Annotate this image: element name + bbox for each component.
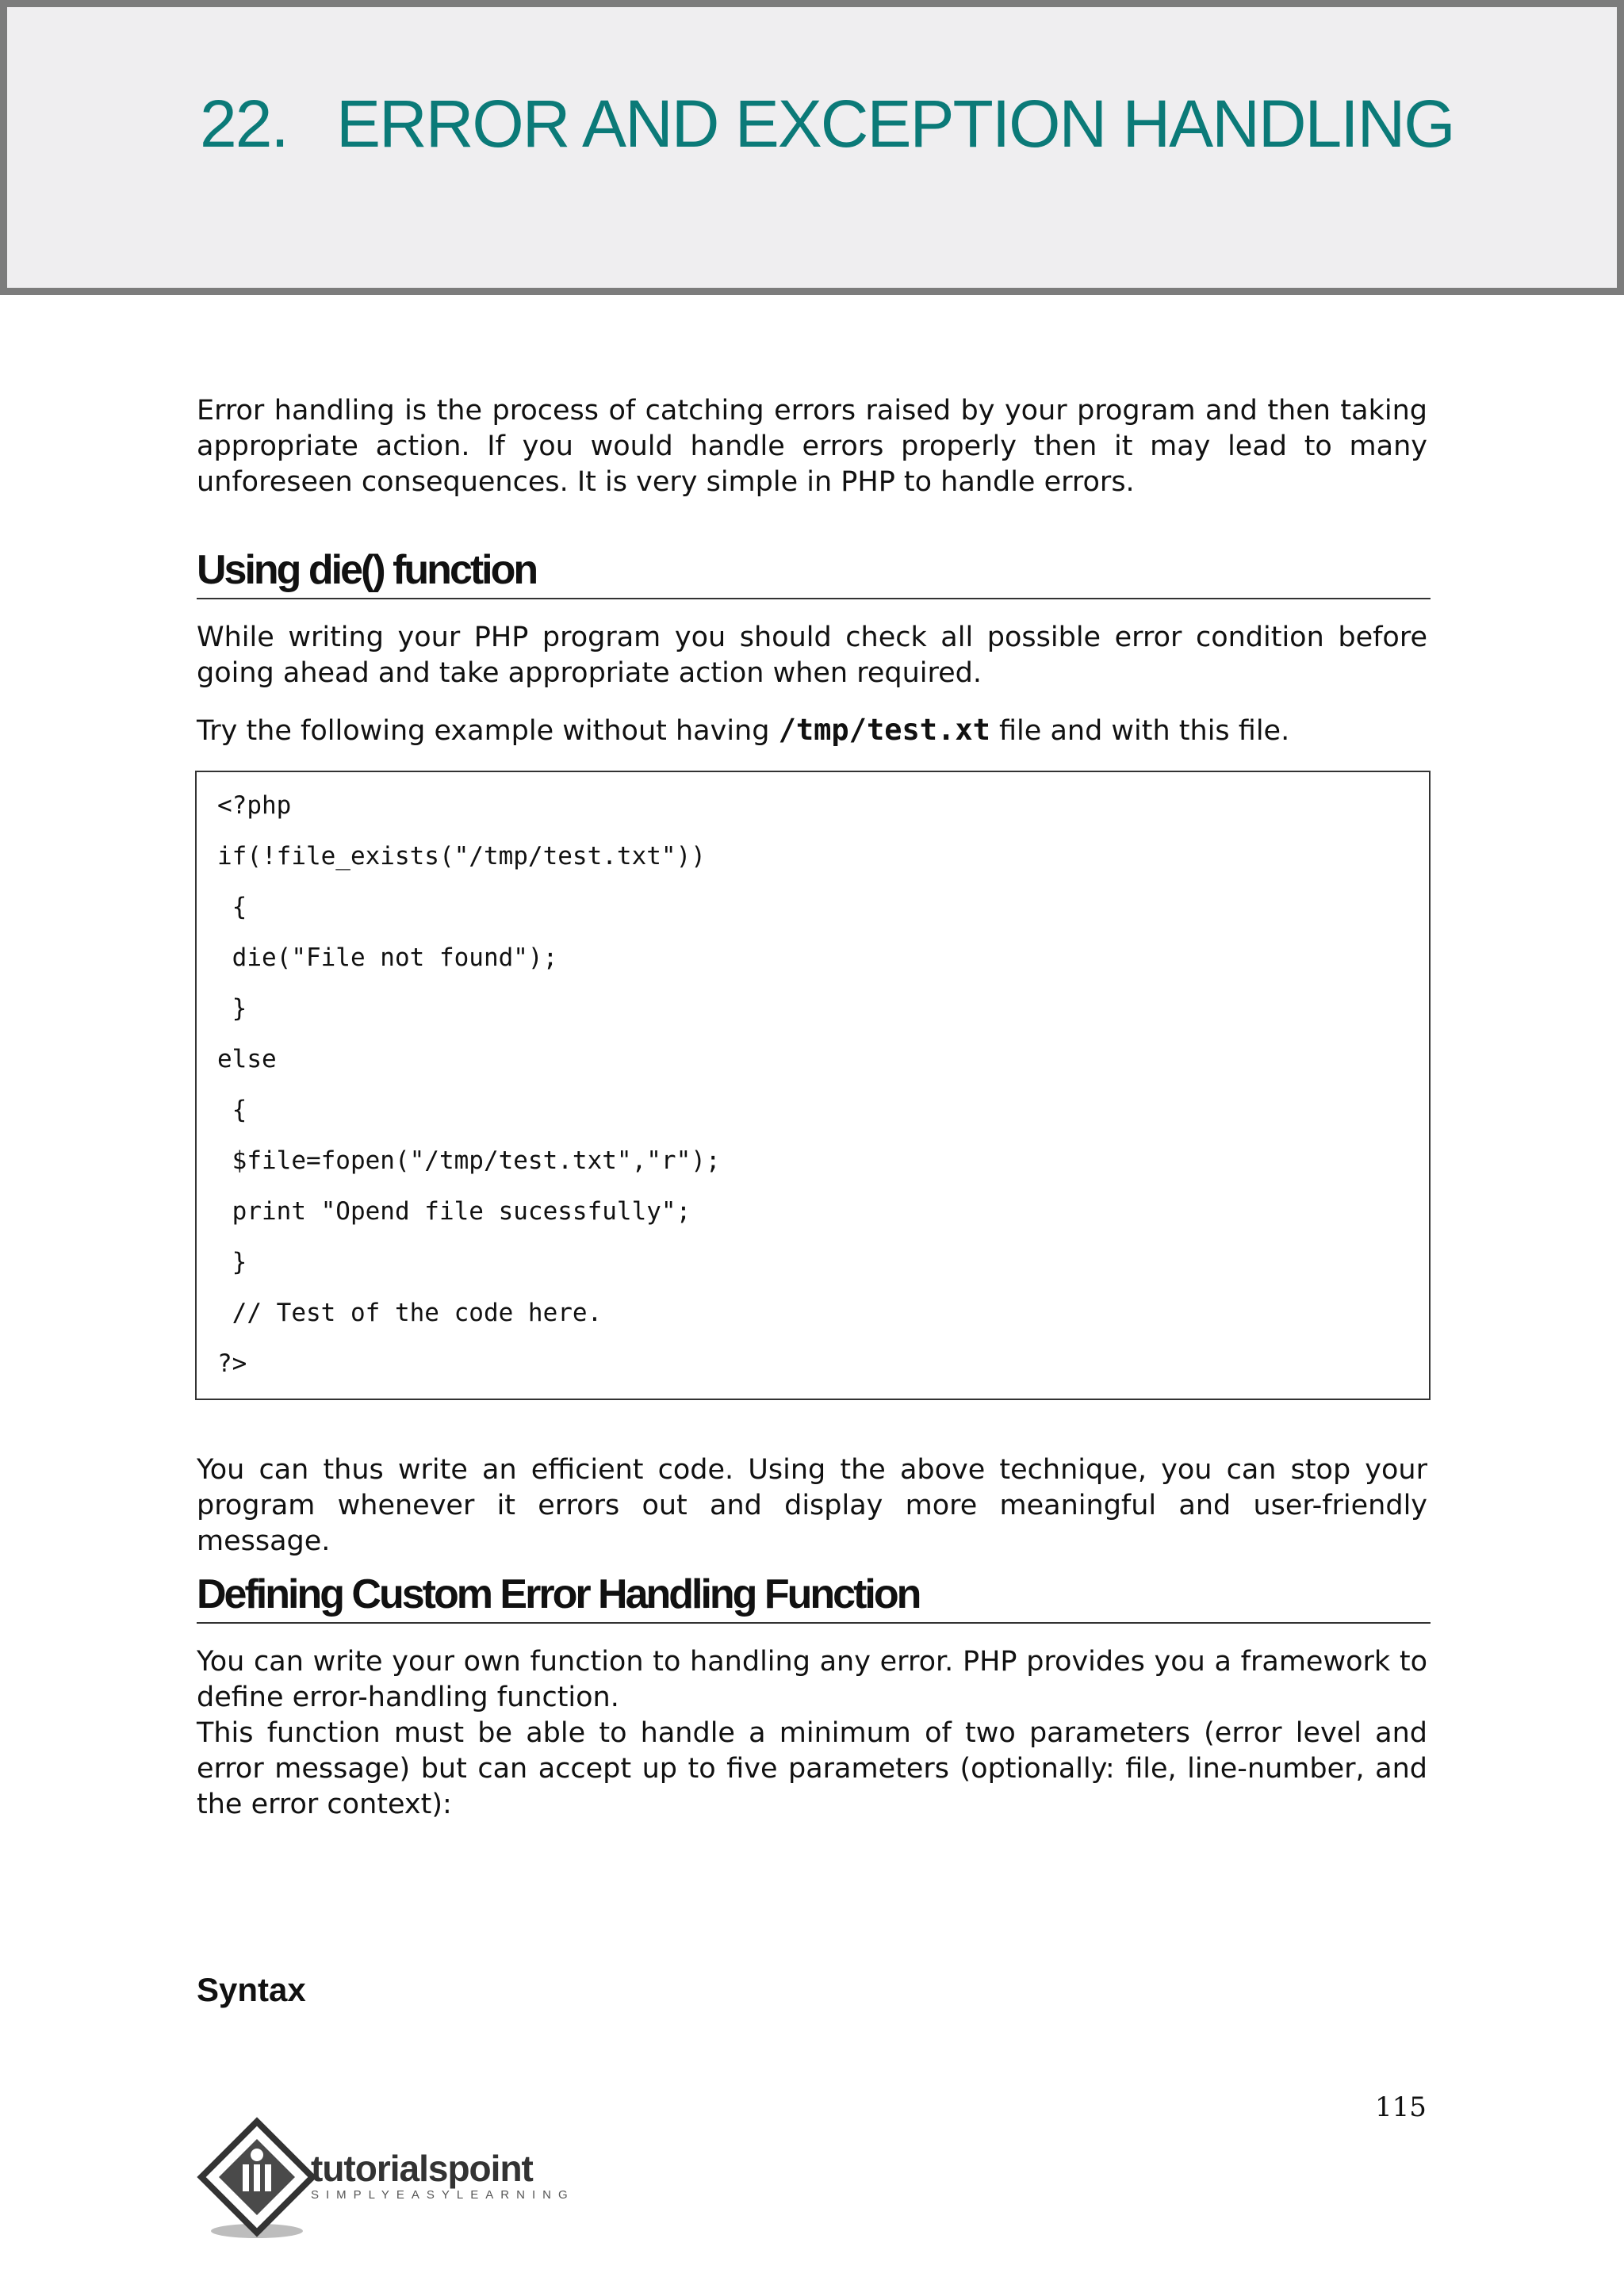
section-heading-custom-error: Defining Custom Error Handling Function [197,1570,1431,1624]
code-line: $file=fopen("/tmp/test.txt","r"); [217,1146,721,1175]
code-line: if(!file_exists("/tmp/test.txt")) [217,842,706,871]
section-heading-die: Using die() function [197,545,1431,599]
code-line: // Test of the code here. [217,1299,603,1327]
page-number: 115 [1375,2091,1427,2123]
die-paragraph-3: You can thus write an efficient code. Using the above technique, you can stop your program whenever it errors out and display more meaningful and user-friendly message. [197,1454,1427,1557]
file-path-bold: /tmp/test.xt [778,713,990,747]
code-line: { [217,893,247,921]
die-paragraph-2-prefix: Try the following example without having [197,715,779,747]
code-line: } [217,1248,247,1276]
code-line: } [217,994,247,1023]
logo-wordmark: tutorialspoint [311,2148,533,2189]
chapter-number: 22. [200,86,288,161]
code-line: { [217,1096,247,1124]
die-paragraph-2 [197,712,1427,749]
intro-paragraph: Error handling is the process of catching errors raised by your program and then taking appropriate action. If you would handle errors properly then it may lead to many unforeseen consequences. It is very simple in PHP to handle errors. [197,395,1427,498]
die-paragraph-2-suffix: file and with this file. [990,715,1290,747]
code-line: <?php [217,791,292,820]
code-block [195,771,1431,1400]
custom-paragraph-2: This function must be able to handle a minimum of two parameters (error level and error message) but can accept up to five parameters (optionally: file, line-number, and the error context): [197,1717,1427,1820]
code-line: die("File not found"); [217,943,558,972]
code-line: print "Opend file sucessfully"; [217,1197,691,1226]
logo-tagline: SIMPLYEASYLEARNING [311,2188,575,2202]
code-line: else [217,1045,277,1073]
chapter-title-text: ERROR AND EXCEPTION HANDLING [336,86,1454,161]
custom-paragraph-1: You can write your own function to handling any error. PHP provides you a framework to define error-handling function. [197,1646,1427,1713]
code-line: ?> [217,1349,247,1378]
chapter-title [200,86,1454,163]
tutorialspoint-logo-icon [193,2115,320,2242]
die-paragraph-1: While writing your PHP program you should check all possible error condition before going ahead and take appropriate action when required. [197,622,1427,689]
syntax-heading: Syntax [197,1971,306,2008]
